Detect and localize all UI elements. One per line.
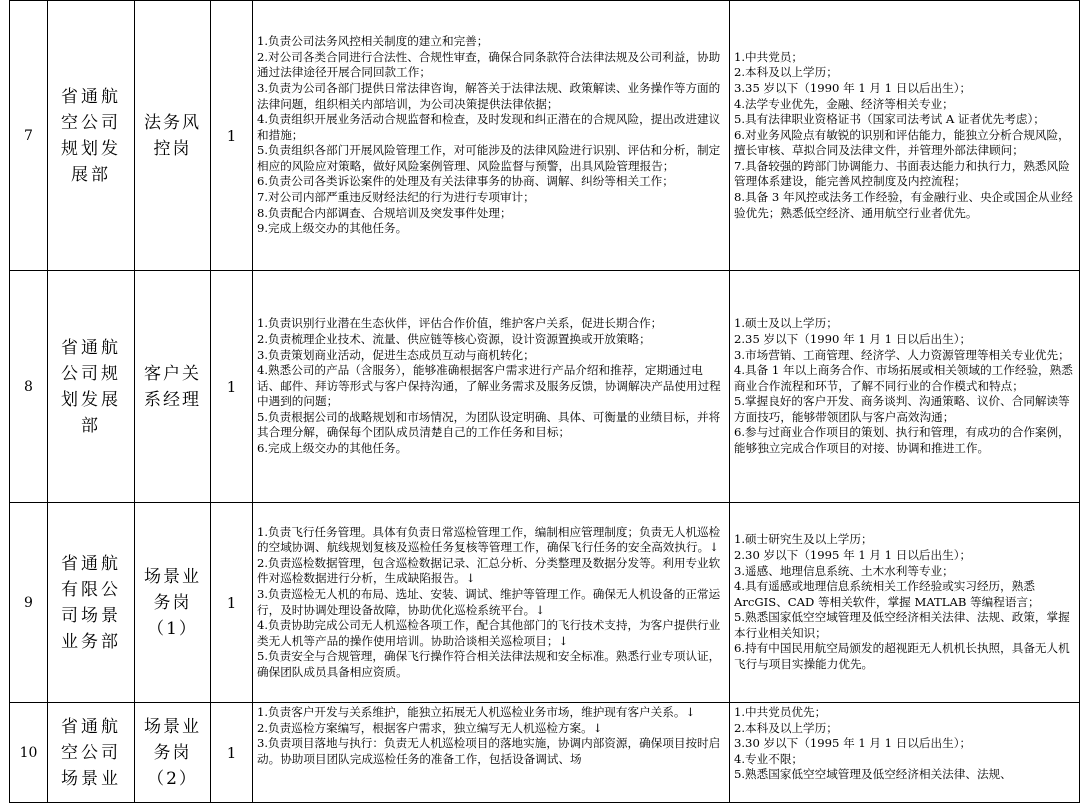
position-line: 场景业	[144, 716, 201, 737]
headcount-text: 1	[226, 377, 237, 396]
duty-item: 2.负责巡检数据管理，包含巡检数据记录、汇总分析、分类整理及数据分发等。利用专业软件对巡检数据进行分析，生成缺陷报告。↓	[257, 555, 721, 586]
requirement-item: 6.参与过商业合作项目的策划、执行和管理，有成功的合作案例，能够独立完成合作项目的对接、协调和推进工作。	[734, 425, 1070, 456]
recruitment-table	[9, 0, 1080, 803]
requirement-item: 1.硕士及以上学历；	[734, 316, 838, 331]
duty-item: 3.负责为公司各部门提供日常法律咨询，解答关于法律法规、政策解读、业务操作等方面的法律问题，组织相关内部培训，为公司决策提供法律依据；	[257, 80, 721, 111]
requirement-item: 5.掌握良好的客户开发、商务谈判、沟通策略、议价、合同解读等方面技巧，能够带领团队与客户高效沟通；	[734, 394, 1070, 424]
headcount-cell	[211, 271, 253, 503]
requirement-item: 6.持有中国民用航空局颁发的超视距无人机机长执照，具备无人机飞行与项目实操能力优先。	[734, 641, 1070, 672]
requirement-item: 2.本科及以上学历；	[734, 720, 838, 735]
position-line: 务岗	[153, 592, 192, 613]
department-line: 省通航	[61, 337, 121, 358]
requirement-item: 4.专业不限；	[734, 751, 804, 766]
duty-item: 5.负责组织各部门开展风险管理工作，对可能涉及的法律风险进行识别、评估和分析，制定相应的风险应对策略，做好风险案例管理、风险监督与预警，出具风险管理报告；	[257, 143, 721, 173]
requirement-item: 3.30 岁以下（1995 年 1 月 1 日以后出生）；	[734, 736, 972, 751]
position-line: 系经理	[144, 389, 201, 410]
requirement-item: 6.对业务风险点有敏锐的识别和评估能力，能独立分析合规风险，擅长审核、草拟合同及法律文件，并管理外部法律顾问；	[734, 127, 1070, 158]
position-cell	[135, 1, 211, 271]
requirement-item: 3.市场营销、工商管理、经济学、人力资源管理等相关专业优先；	[734, 347, 1070, 362]
duty-item: 1.负责识别行业潜在生态伙伴，评估合作价值，维护客户关系，促进长期合作；	[257, 316, 663, 331]
position-line: 法务风	[144, 112, 201, 133]
duties-cell	[253, 271, 730, 503]
duty-item: 2.负责巡检方案编写，根据客户需求，独立编写无人机巡检方案。↓	[257, 720, 603, 735]
duty-item: 4.负责协助完成公司无人机巡检各项工作，配合其他部门的飞行技术支持，为客户提供行业类无人机等产品的操作使用培训。协助洽谈相关巡检项目；↓	[257, 618, 721, 648]
requirement-item: 4.具备 1 年以上商务合作、市场拓展或相关领域的工作经验，熟悉商业合作流程和环节，了解不同行业的合作模式和特点；	[734, 363, 1073, 393]
position-line: （1）	[147, 618, 198, 639]
requirement-item: 5.熟悉国家低空空域管理及低空经济相关法律、法规、政策，掌握本行业相关知识；	[734, 610, 1070, 640]
duties-cell	[253, 1, 730, 271]
duty-item: 2.负责梳理企业技术、流量、供应链等核心资源，设计资源置换或开放策略；	[257, 331, 651, 346]
duty-item: 5.负责安全与合规管理，确保飞行操作符合相关法律法规和安全标准。熟悉行业专项认证，确保团队成员具备相应资质。	[257, 649, 721, 679]
duty-item: 1.负责公司法务风控相关制度的建立和完善；	[257, 34, 489, 49]
headcount-text: 1	[226, 126, 237, 145]
department-line: 司场景	[61, 605, 121, 626]
duty-item: 6.完成上级交办的其他任务。	[257, 441, 408, 456]
position-cell	[135, 271, 211, 503]
requirement-item: 3.35 岁以下（1990 年 1 月 1 日以后出生）；	[734, 80, 972, 95]
duty-item: 9.完成上级交办的其他任务。	[257, 221, 408, 236]
table-row	[10, 703, 1080, 803]
headcount-text: 1	[226, 593, 237, 612]
requirement-item: 5.熟悉国家低空空域管理及低空经济相关法律、法规、	[734, 767, 1012, 782]
requirements-cell	[730, 271, 1080, 503]
headcount-text: 1	[226, 743, 237, 762]
table-row	[10, 1, 1080, 271]
department-line: 公司规	[61, 363, 121, 384]
headcount-cell	[211, 503, 253, 703]
row-number	[10, 503, 48, 703]
position-line: 务岗	[153, 742, 192, 763]
headcount-cell	[211, 703, 253, 803]
requirement-item: 2.30 岁以下（1995 年 1 月 1 日以后出生）；	[734, 547, 972, 562]
requirement-item: 3.遥感、地理信息系统、土木水利等专业；	[734, 563, 954, 578]
requirement-item: 8.具备 3 年风控或法务工作经验，有金融行业、央企或国企从业经验优先；熟悉低空经济、通用航空行业者优先。	[734, 190, 1073, 220]
position-line: （2）	[147, 768, 198, 789]
department-cell	[48, 503, 135, 703]
department-line: 空公司	[61, 112, 121, 133]
row-number	[10, 1, 48, 271]
department-cell	[48, 271, 135, 503]
position-line: 场景业	[144, 566, 201, 587]
requirement-item: 4.法学专业优先，金融、经济等相关专业；	[734, 96, 954, 111]
requirement-item: 7.具备较强的跨部门协调能力、书面表达能力和执行力，熟悉风险管理体系建设，能完善风控制度及内控流程；	[734, 158, 1070, 189]
duty-item: 2.对公司各类合同进行合法性、合规性审查，确保合同条款符合法律法规及公司利益，协助通过法律途径开展合同回款工作；	[257, 49, 721, 80]
duty-item: 3.负责巡检无人机的布局、选址、安装、调试、维护等管理工作。确保无人机设备的正常运行，及时协调处理设备故障，协助优化巡检系统平台。↓	[257, 586, 721, 617]
duty-item: 1.负责客户开发与关系维护，能独立拓展无人机巡检业务市场，维护现有客户关系。↓	[257, 705, 696, 719]
row-number-text: 8	[24, 378, 33, 395]
department-line: 规划发	[61, 138, 121, 159]
position-cell	[135, 503, 211, 703]
duty-item: 5.负责根据公司的战略规划和市场情况，为团队设定明确、具体、可衡量的业绩目标，并将其合理分解，确保每个团队成员清楚自己的工作任务和目标；	[257, 409, 721, 440]
requirement-item: 2.35 岁以下（1990 年 1 月 1 日以后出生）；	[734, 331, 972, 346]
table-row	[10, 271, 1080, 503]
department-line: 部	[81, 415, 101, 436]
headcount-cell	[211, 1, 253, 271]
requirement-item: 1.硕士研究生及以上学历；	[734, 532, 873, 547]
department-line: 省通航	[61, 716, 121, 737]
department-cell	[48, 1, 135, 271]
position-cell	[135, 703, 211, 803]
duties-cell	[253, 503, 730, 703]
position-line: 控岗	[153, 138, 192, 159]
department-line: 场景业	[61, 768, 121, 789]
row-number	[10, 271, 48, 503]
department-line: 省通航	[61, 86, 121, 107]
duty-item: 1.负责飞行任务管理。具体有负责日常巡检管理工作，编制相应管理制度；负责无人机巡检的空域协调、航线规划复核及巡检任务复核等管理工作，确保飞行任务的安全高效执行。↓	[257, 524, 721, 555]
duty-item: 6.负责公司各类诉讼案件的处理及有关法律事务的协商、调解、纠纷等相关工作；	[257, 174, 674, 189]
table-row	[10, 503, 1080, 703]
department-line: 划发展	[61, 389, 121, 410]
duty-item: 8.负责配合内部调查、合规培训及突发事件处理；	[257, 205, 512, 220]
duties-cell	[253, 703, 730, 803]
duty-item: 3.负责策划商业活动，促进生态成员互动与商机转化；	[257, 347, 535, 362]
duty-item: 4.熟悉公司的产品（含服务），能够准确根据客户需求进行产品介绍和推荐，定期通过电话、邮件、拜访等形式与客户保持沟通，了解业务需求及服务反馈，协调解决产品使用过程中遇到的问题；	[257, 363, 721, 409]
requirements-cell	[730, 1, 1080, 271]
department-line: 省通航	[61, 553, 121, 574]
requirements-cell	[730, 703, 1080, 803]
requirement-item: 5.具有法律职业资格证书（国家司法考试 A 证者优先考虑）；	[734, 112, 1045, 127]
requirement-item: 1.中共党员；	[734, 49, 804, 64]
row-number	[10, 703, 48, 803]
department-line: 业务部	[61, 631, 121, 652]
requirements-cell	[730, 503, 1080, 703]
duty-item: 4.负责组织开展业务活动合规监督和检查，及时发现和纠正潜在的合规风险，提出改进建议和措施；	[257, 112, 721, 142]
requirement-item: 1.中共党员优先；	[734, 705, 827, 719]
row-number-text: 10	[19, 744, 38, 761]
department-line: 展部	[71, 164, 111, 185]
department-cell	[48, 703, 135, 803]
row-number-text: 9	[24, 594, 33, 611]
requirement-item: 4.具有遥感或地理信息系统相关工作经验或实习经历，熟悉 ArcGIS、CAD 等相关软件，掌握 MATLAB 等编程语言；	[734, 579, 1040, 609]
department-line: 空公司	[61, 742, 121, 763]
requirement-item: 2.本科及以上学历；	[734, 65, 838, 80]
position-line: 客户关	[144, 363, 201, 384]
department-line: 有限公	[61, 579, 121, 600]
row-number-text: 7	[24, 127, 33, 144]
duty-item: 7.对公司内部严重违反财经法纪的行为进行专项审计；	[257, 190, 535, 205]
duty-item: 3.负责项目落地与执行：负责无人机巡检项目的落地实施，协调内部资源，确保项目按时启动。协助项目团队完成巡检任务的准备工作，包括设备调试、场	[257, 736, 721, 766]
